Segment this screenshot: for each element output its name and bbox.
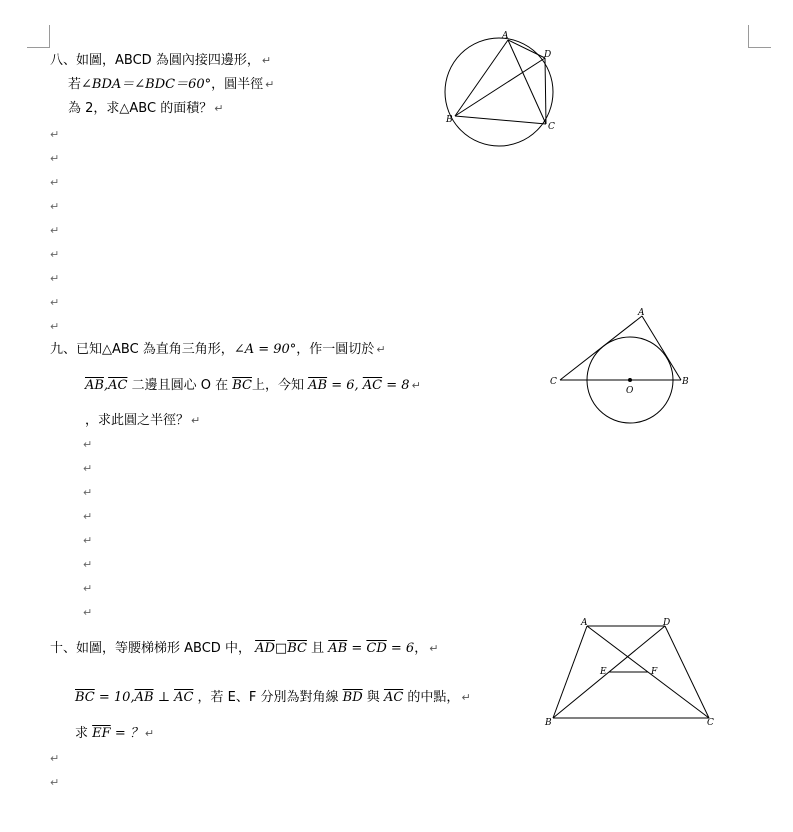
label-B: B (682, 377, 689, 387)
label-C: C (550, 377, 557, 387)
problem8-figure (440, 30, 570, 155)
problem10-figure (540, 612, 720, 732)
problem9-label: 九、 (50, 342, 77, 357)
label-E: E (600, 667, 607, 677)
empty-paragraph: ↵ (83, 462, 93, 475)
empty-paragraph: ↵ (50, 752, 60, 765)
empty-paragraph: ↵ (50, 176, 60, 189)
center-point (628, 378, 632, 382)
label-D: D (544, 50, 552, 60)
empty-paragraph: ↵ (50, 296, 60, 309)
label-C: C (707, 718, 714, 728)
segment-AC (508, 40, 546, 124)
segment-BD (455, 58, 545, 116)
problem10-line3: 求 $\overline{EF}$ = ？ ↵ (75, 726, 155, 741)
empty-paragraph: ↵ (50, 152, 60, 165)
problem8-label: 八、 (50, 53, 77, 68)
label-D: D (663, 618, 671, 628)
empty-paragraph: ↵ (83, 438, 93, 451)
label-A: A (502, 31, 509, 41)
empty-paragraph: ↵ (83, 510, 93, 523)
empty-paragraph: ↵ (83, 582, 93, 595)
empty-paragraph: ↵ (50, 224, 60, 237)
empty-paragraph: ↵ (83, 486, 93, 499)
empty-paragraph: ↵ (50, 320, 60, 333)
segment-BC (455, 116, 546, 124)
label-B: B (545, 718, 552, 728)
problem9-line3: ，求此圓之半徑？ ↵ (85, 413, 201, 428)
empty-paragraph: ↵ (50, 248, 60, 261)
label-F: F (651, 667, 658, 677)
label-C: C (548, 122, 555, 132)
crop-mark-top-right (748, 25, 771, 48)
empty-paragraph: ↵ (50, 128, 60, 141)
segment-AD (508, 40, 545, 58)
problem9-figure (545, 305, 695, 430)
problem9-line2: $\overline{AB},\overline{AC}$ 二邊且圓心 O 在 $\overline{BC}$上，今知 $\overline{AB} = 6$, $\overline{AC} = 8$ ↵ (85, 378, 421, 393)
problem8-line2: 若∠BDA＝∠BDC＝60°，圓半徑 ↵ (68, 77, 275, 92)
empty-paragraph: ↵ (83, 606, 93, 619)
label-O: O (626, 386, 634, 396)
empty-paragraph: ↵ (50, 776, 60, 789)
empty-paragraph: ↵ (50, 200, 60, 213)
empty-paragraph: ↵ (83, 558, 93, 571)
crop-mark-top-left (27, 25, 50, 48)
problem10-line1: 十、如圖，等腰梯梯形 ABCD 中， $\overline{AD}□\overline{BC}$ 且 $\overline{AB} = \overline{CD} = 6$， ↵ (50, 641, 439, 656)
label-A: A (638, 308, 645, 318)
problem10-line2: $\overline{BC} = 10,\overline{AB}$ ⊥ $\overline{AC}$ ，若 E、F 分別為對角線 $\overline{BD}$ 與 $\overline{AC}$ 的中點， ↵ (75, 690, 471, 705)
problem8-line1: 八、如圖，ABCD 為圓內接四邊形， ↵ (50, 53, 272, 68)
problem10-label: 十、 (50, 641, 77, 656)
segment-DC (545, 58, 546, 124)
problem8-line3: 為 2，求△ABC 的面積？ ↵ (68, 101, 224, 116)
label-B: B (446, 115, 453, 125)
problem9-line1: 九、已知△ABC 為直角三角形，∠A = 90°，作一圓切於 ↵ (50, 342, 386, 357)
segment-DC (665, 626, 709, 718)
empty-paragraph: ↵ (83, 534, 93, 547)
label-A: A (581, 618, 588, 628)
empty-paragraph: ↵ (50, 272, 60, 285)
segment-AB (642, 316, 681, 380)
